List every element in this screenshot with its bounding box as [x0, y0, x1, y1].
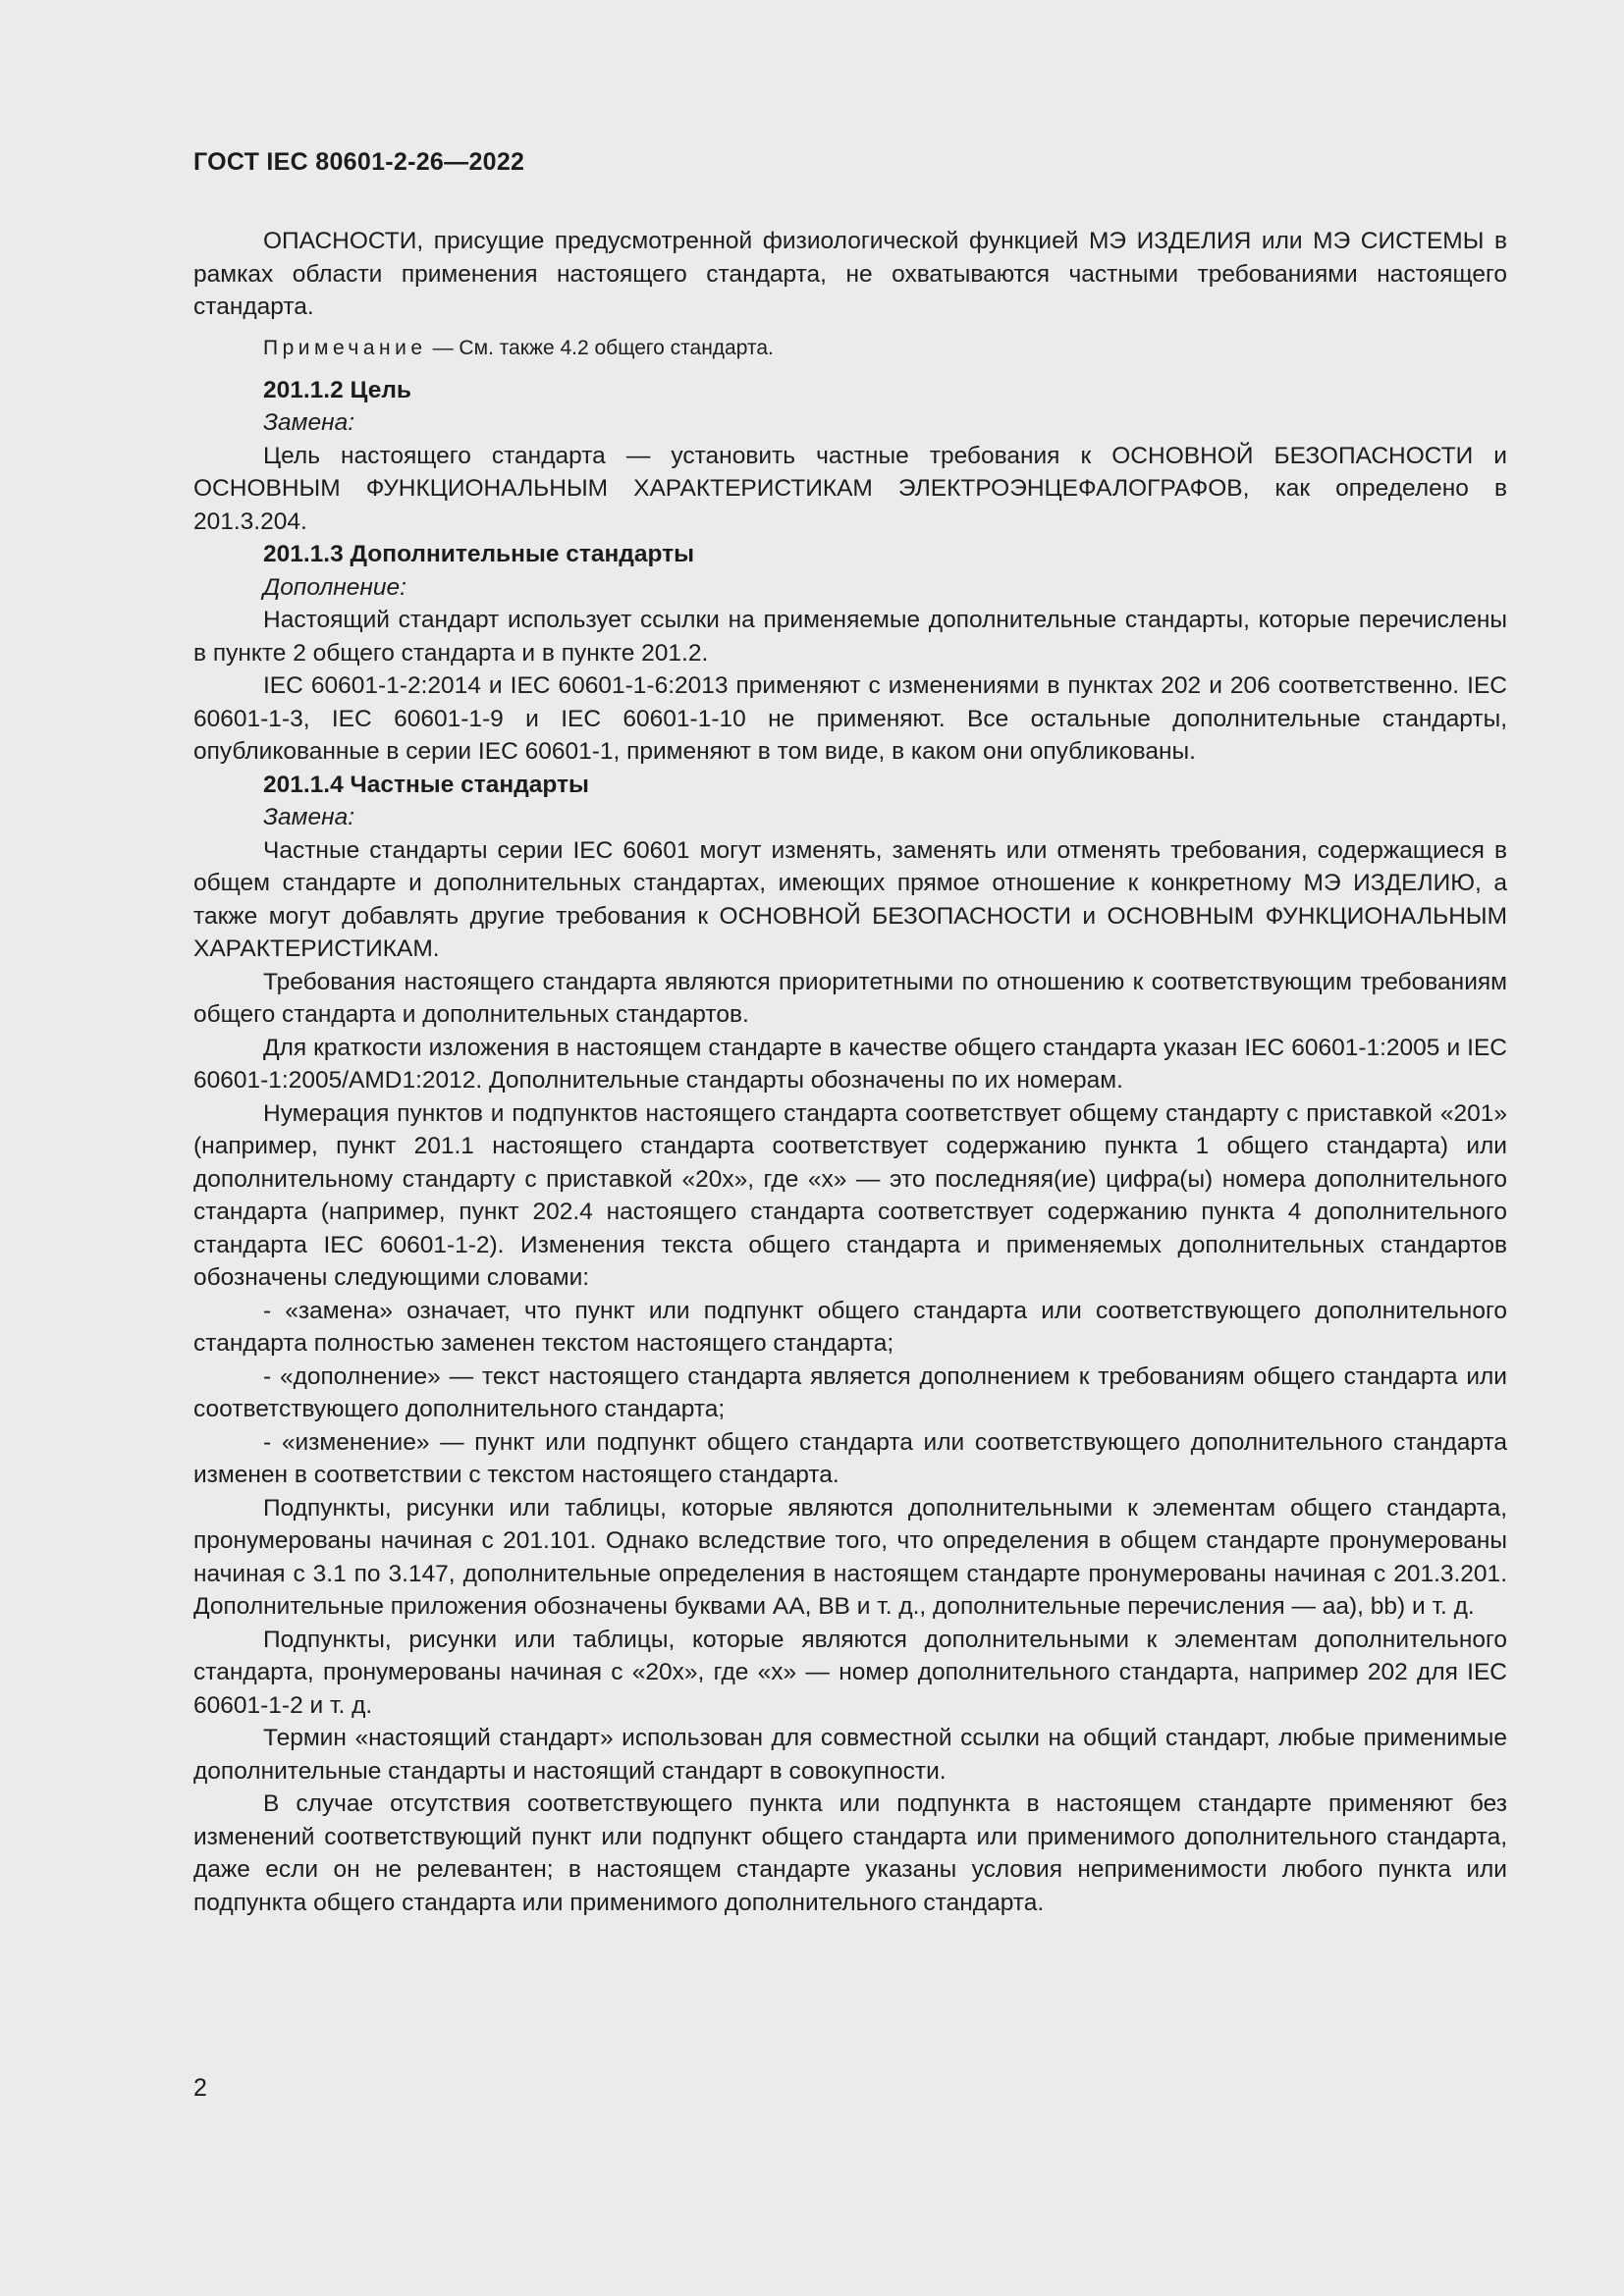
note-label: Примечание — [263, 336, 427, 359]
paragraph: Нумерация пунктов и подпунктов настоящего стандарта соответствует общему стандарту с приставкой «201» (например, пункт 201.1 настоящего стандарта соответствует содержанию пункта 1 общего стандарта) или дополнительному стандарту с приставкой «20x», где «x» — это последняя(ие) цифра(ы) номера дополнительного стандарта (например, пункт 202.4 настоящего стандарта соответствует содержанию пункта 4 дополнительного стандарта IEC 60601-1-2). Изменения текста общего стандарта и применяемых дополнительных стандартов обозначены следующими словами: — [193, 1099, 1507, 1291]
section-heading-201-1-3: 201.1.3 Дополнительные стандарты — [263, 541, 695, 567]
paragraph: Подпункты, рисунки или таблицы, которые являются дополнительными к элементам дополнительного стандарта, пронумерованы начиная с «20x», где «x» — номер дополнительного стандарта, например 202 для IEC 60601-1-2 и т. д. — [193, 1626, 1507, 1719]
section-heading-201-1-4: 201.1.4 Частные стандарты — [263, 771, 589, 798]
paragraph: Для краткости изложения в настоящем стандарте в качестве общего стандарта указан IEC 60601-1:2005 и IEC 60601-1:2005/AMD1:2012. Дополнительные стандарты обозначены по их номерам. — [193, 1034, 1507, 1094]
paragraph: Требования настоящего стандарта являются приоритетными по отношению к соответствующим требованиям общего стандарта и дополнительных стандартов. — [193, 968, 1507, 1028]
document-header: ГОСТ IEC 80601-2-26—2022 — [193, 148, 525, 176]
paragraph: Частные стандарты серии IEC 60601 могут изменять, заменять или отменять требования, содержащиеся в общем стандарте и дополнительных стандартах, имеющих прямое отношение к конкретному МЭ ИЗДЕЛИЮ, а также могут добавлять другие требования к ОСНОВНОЙ БЕЗОПАСНОСТИ и ОСНОВНЫМ ФУНКЦИОНАЛЬНЫМ ХАРАКТЕРИСТИКАМ. — [193, 836, 1507, 962]
section-subheading: Дополнение: — [263, 573, 406, 601]
document-body — [193, 225, 1507, 1919]
intro-paragraph: ОПАСНОСТИ, присущие предусмотренной физиологической функцией МЭ ИЗДЕЛИЯ или МЭ СИСТЕМЫ в рамках области применения настоящего стандарта, не охватываются частными требованиями настоящего стандарта. — [193, 228, 1507, 320]
note-text: — См. также 4.2 общего стандарта. — [432, 336, 774, 359]
paragraph: Термин «настоящий стандарт» использован для совместной ссылки на общий стандарт, любые применимые дополнительные стандарты и настоящий стандарт в совокупности. — [193, 1725, 1507, 1785]
section-subheading: Замена: — [263, 409, 354, 436]
paragraph: В случае отсутствия соответствующего пункта или подпункта в настоящем стандарте применяют без изменений соответствующий пункт или подпункт общего стандарта или применимого дополнительного стандарта, даже если он не релевантен; в настоящем стандарте указаны условия неприменимости любого пункта или подпункта общего стандарта или применимого дополнительного стандарта. — [193, 1790, 1507, 1916]
list-item: - «изменение» — пункт или подпункт общего стандарта или соответствующего дополнительного стандарта изменен в соответствии с текстом настоящего стандарта. — [193, 1428, 1507, 1488]
paragraph: Подпункты, рисунки или таблицы, которые являются дополнительными к элементам общего стандарта, пронумерованы начиная с 201.101. Однако вследствие того, что определения в общем стандарте пронумерованы начиная с 3.1 по 3.147, дополнительные определения в настоящем стандарте пронумерованы начиная с 201.3.201. Дополнительные приложения обозначены буквами АА, ВВ и т. д., дополнительные перечисления — аа), bb) и т. д. — [193, 1494, 1507, 1620]
note — [193, 334, 1507, 363]
section-subheading: Замена: — [263, 804, 354, 830]
list-item: - «замена» означает, что пункт или подпункт общего стандарта или соответствующего дополнительного стандарта полностью заменен текстом настоящего стандарта; — [193, 1297, 1507, 1357]
paragraph: Настоящий стандарт использует ссылки на применяемые дополнительные стандарты, которые перечислены в пункте 2 общего стандарта и в пункте 201.2. — [193, 607, 1507, 667]
page-number: 2 — [193, 2074, 207, 2102]
list-item: - «дополнение» — текст настоящего стандарта является дополнением к требованиям общего стандарта или соответствующего дополнительного стандарта; — [193, 1362, 1507, 1422]
section-heading-201-1-2: 201.1.2 Цель — [263, 376, 411, 403]
paragraph: Цель настоящего стандарта — установить частные требования к ОСНОВНОЙ БЕЗОПАСНОСТИ и ОСНОВНЫМ ФУНКЦИОНАЛЬНЫМ ХАРАКТЕРИСТИКАМ ЭЛЕКТРОЭНЦЕФАЛОГРАФОВ, как определено в 201.3.204. — [193, 442, 1507, 535]
paragraph: IEC 60601-1-2:2014 и IEC 60601-1-6:2013 применяют с изменениями в пунктах 202 и 206 соответственно. IEC 60601-1-3, IEC 60601-1-9 и IEC 60601-1-10 не применяют. Все остальные дополнительные стандарты, опубликованные в серии IEC 60601-1, применяют в том виде, в каком они опубликованы. — [193, 672, 1507, 765]
